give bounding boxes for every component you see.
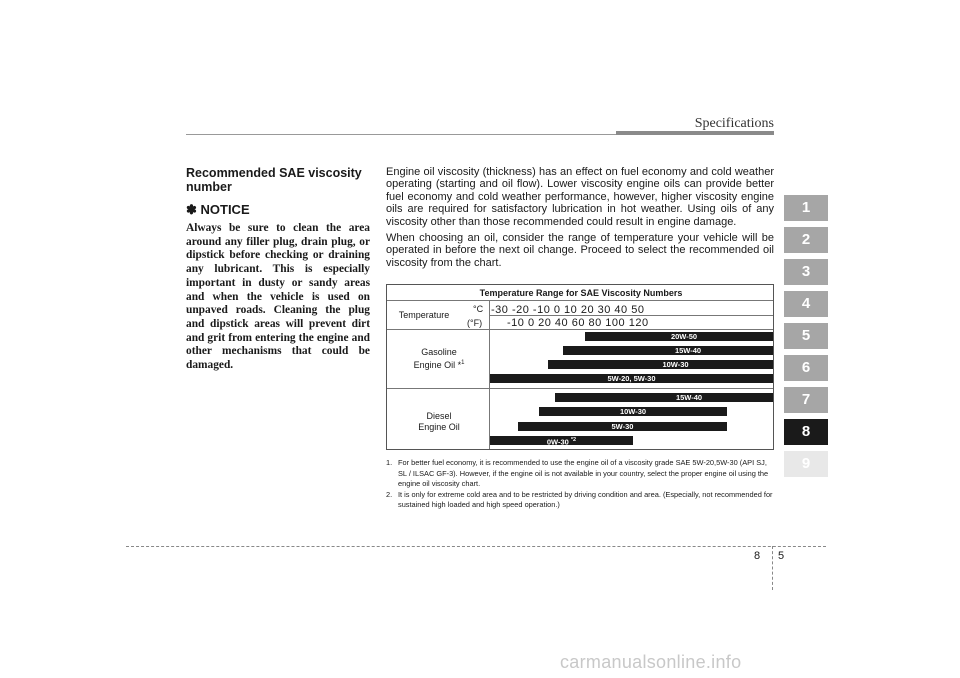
left-column [186,166,370,373]
bar-diesel-5w30 [518,422,727,431]
section-heading: Recommended SAE viscosity number [186,166,362,194]
footnote-1 [386,458,774,490]
footnote-1-text: For better fuel economy, it is recommended to use the engine oil of a viscosity grade SAE 5W-20,5W-30 (API SJ, SL / ILSAC GF-3). However, if the engine oil is not available in your country, select the proper engine oil using the engine oil viscosity chart. [398,458,769,489]
bar-label: 20W-50 [670,332,698,341]
chapter-tab-8[interactable]: 8 [784,419,828,445]
viscosity-chart [386,284,774,450]
chapter-tab-4[interactable]: 4 [784,291,828,317]
chapter-tab-5[interactable]: 5 [784,323,828,349]
diesel-label [391,411,487,433]
bar-label: 5W-30 [611,422,634,431]
notice-title: ✽ NOTICE [186,202,250,217]
chart-footnotes [386,458,774,511]
header-rule [186,134,616,135]
chapter-tab-3[interactable]: 3 [784,259,828,285]
bar-footnote-marker: *2 [570,437,577,443]
bar-gasoline-15w40 [563,346,773,355]
footnote-2-number: 2. [386,489,393,499]
tick-labels-celsius: -30 -20 -10 0 10 20 30 40 50 [491,304,645,316]
chart-rule-title [387,300,773,301]
bar-label: 15W-40 [674,346,702,355]
footer-rule [126,546,826,547]
chart-title: Temperature Range for SAE Viscosity Numbers [479,288,683,298]
bar-label: 5W-20, 5W-30 [607,374,656,383]
paragraph-viscosity: Engine oil viscosity (thickness) has an effect on fuel economy and cold weather operating (starting and oil flow). Lower viscosity engine oils can provide better fuel economy and cold weather performance, however, higher viscosity engine oils are required for satisfactory lubrication in hot weather. Using oils of any viscosity other than those recommended could result in engine damage. [386,166,774,228]
page-number: 5 [778,550,785,562]
watermark: carmanualsonline.info [560,652,742,672]
gasoline-label [391,347,487,371]
diesel-label-line-2: Engine Oil [418,422,460,432]
chapter-tab-7[interactable]: 7 [784,387,828,413]
diesel-label-line-1: Diesel [426,411,452,421]
bar-gasoline-5w20-5w30 [490,374,773,383]
paragraph-choosing-oil: When choosing an oil, consider the range of temperature your vehicle will be operated in before the next oil change. Proceed to select the recommended oil viscosity from the chart. [386,232,774,269]
notice-body: Always be sure to clean the area around any filler plug, drain plug, or dipstick before checking or draining any lubricant. This is especially important in dusty or sandy areas and when the vehicle is used on unpaved roads. Cleaning the plug and dipstick areas will prevent dirt and grit from entering the engine and other mechanisms that could be damaged. [186,222,370,372]
chart-rule-header [387,329,773,330]
gasoline-footnote-marker: 1 [461,360,465,366]
bar-label: 10W-30 [619,407,647,416]
temperature-label: Temperature [398,310,450,320]
bar-label: 15W-40 [675,393,703,402]
chart-rule-groups [387,388,773,389]
bar-diesel-0w30 [490,436,633,445]
bar-gasoline-10w30 [548,360,773,369]
header-accent-bar [616,131,774,135]
chapter-tab-2[interactable]: 2 [784,227,828,253]
chapter-tab-9[interactable]: 9 [784,451,828,477]
chapter-tab-1[interactable]: 1 [784,195,828,221]
bar-diesel-15w40 [555,393,773,402]
bar-label: 10W-30 [662,360,689,369]
right-column [386,166,774,273]
gasoline-label-line-1: Gasoline [421,347,457,357]
page-chapter-number: 8 [754,550,761,562]
bar-diesel-10w30 [539,407,727,416]
tick-labels-fahrenheit: -10 0 20 40 60 80 100 120 [507,317,649,329]
footnote-1-number: 1. [386,458,393,467]
footnote-2-text: It is only for extreme cold area and to be restricted by driving condition and area. (Especially, not recommended for sustained high loaded and high speed operation.) [398,489,773,510]
bar-label: 0W-30 [546,437,569,447]
chapter-tabs [784,195,828,483]
unit-celsius: °C [473,304,484,314]
footer-divider [772,546,773,590]
header-title: Specifications [694,116,774,131]
chapter-tab-6[interactable]: 6 [784,355,828,381]
bar-gasoline-20w50 [585,332,773,341]
unit-fahrenheit: (°F) [467,318,483,328]
gasoline-label-line-2: Engine Oil * [413,360,462,370]
footnote-2 [386,490,774,511]
